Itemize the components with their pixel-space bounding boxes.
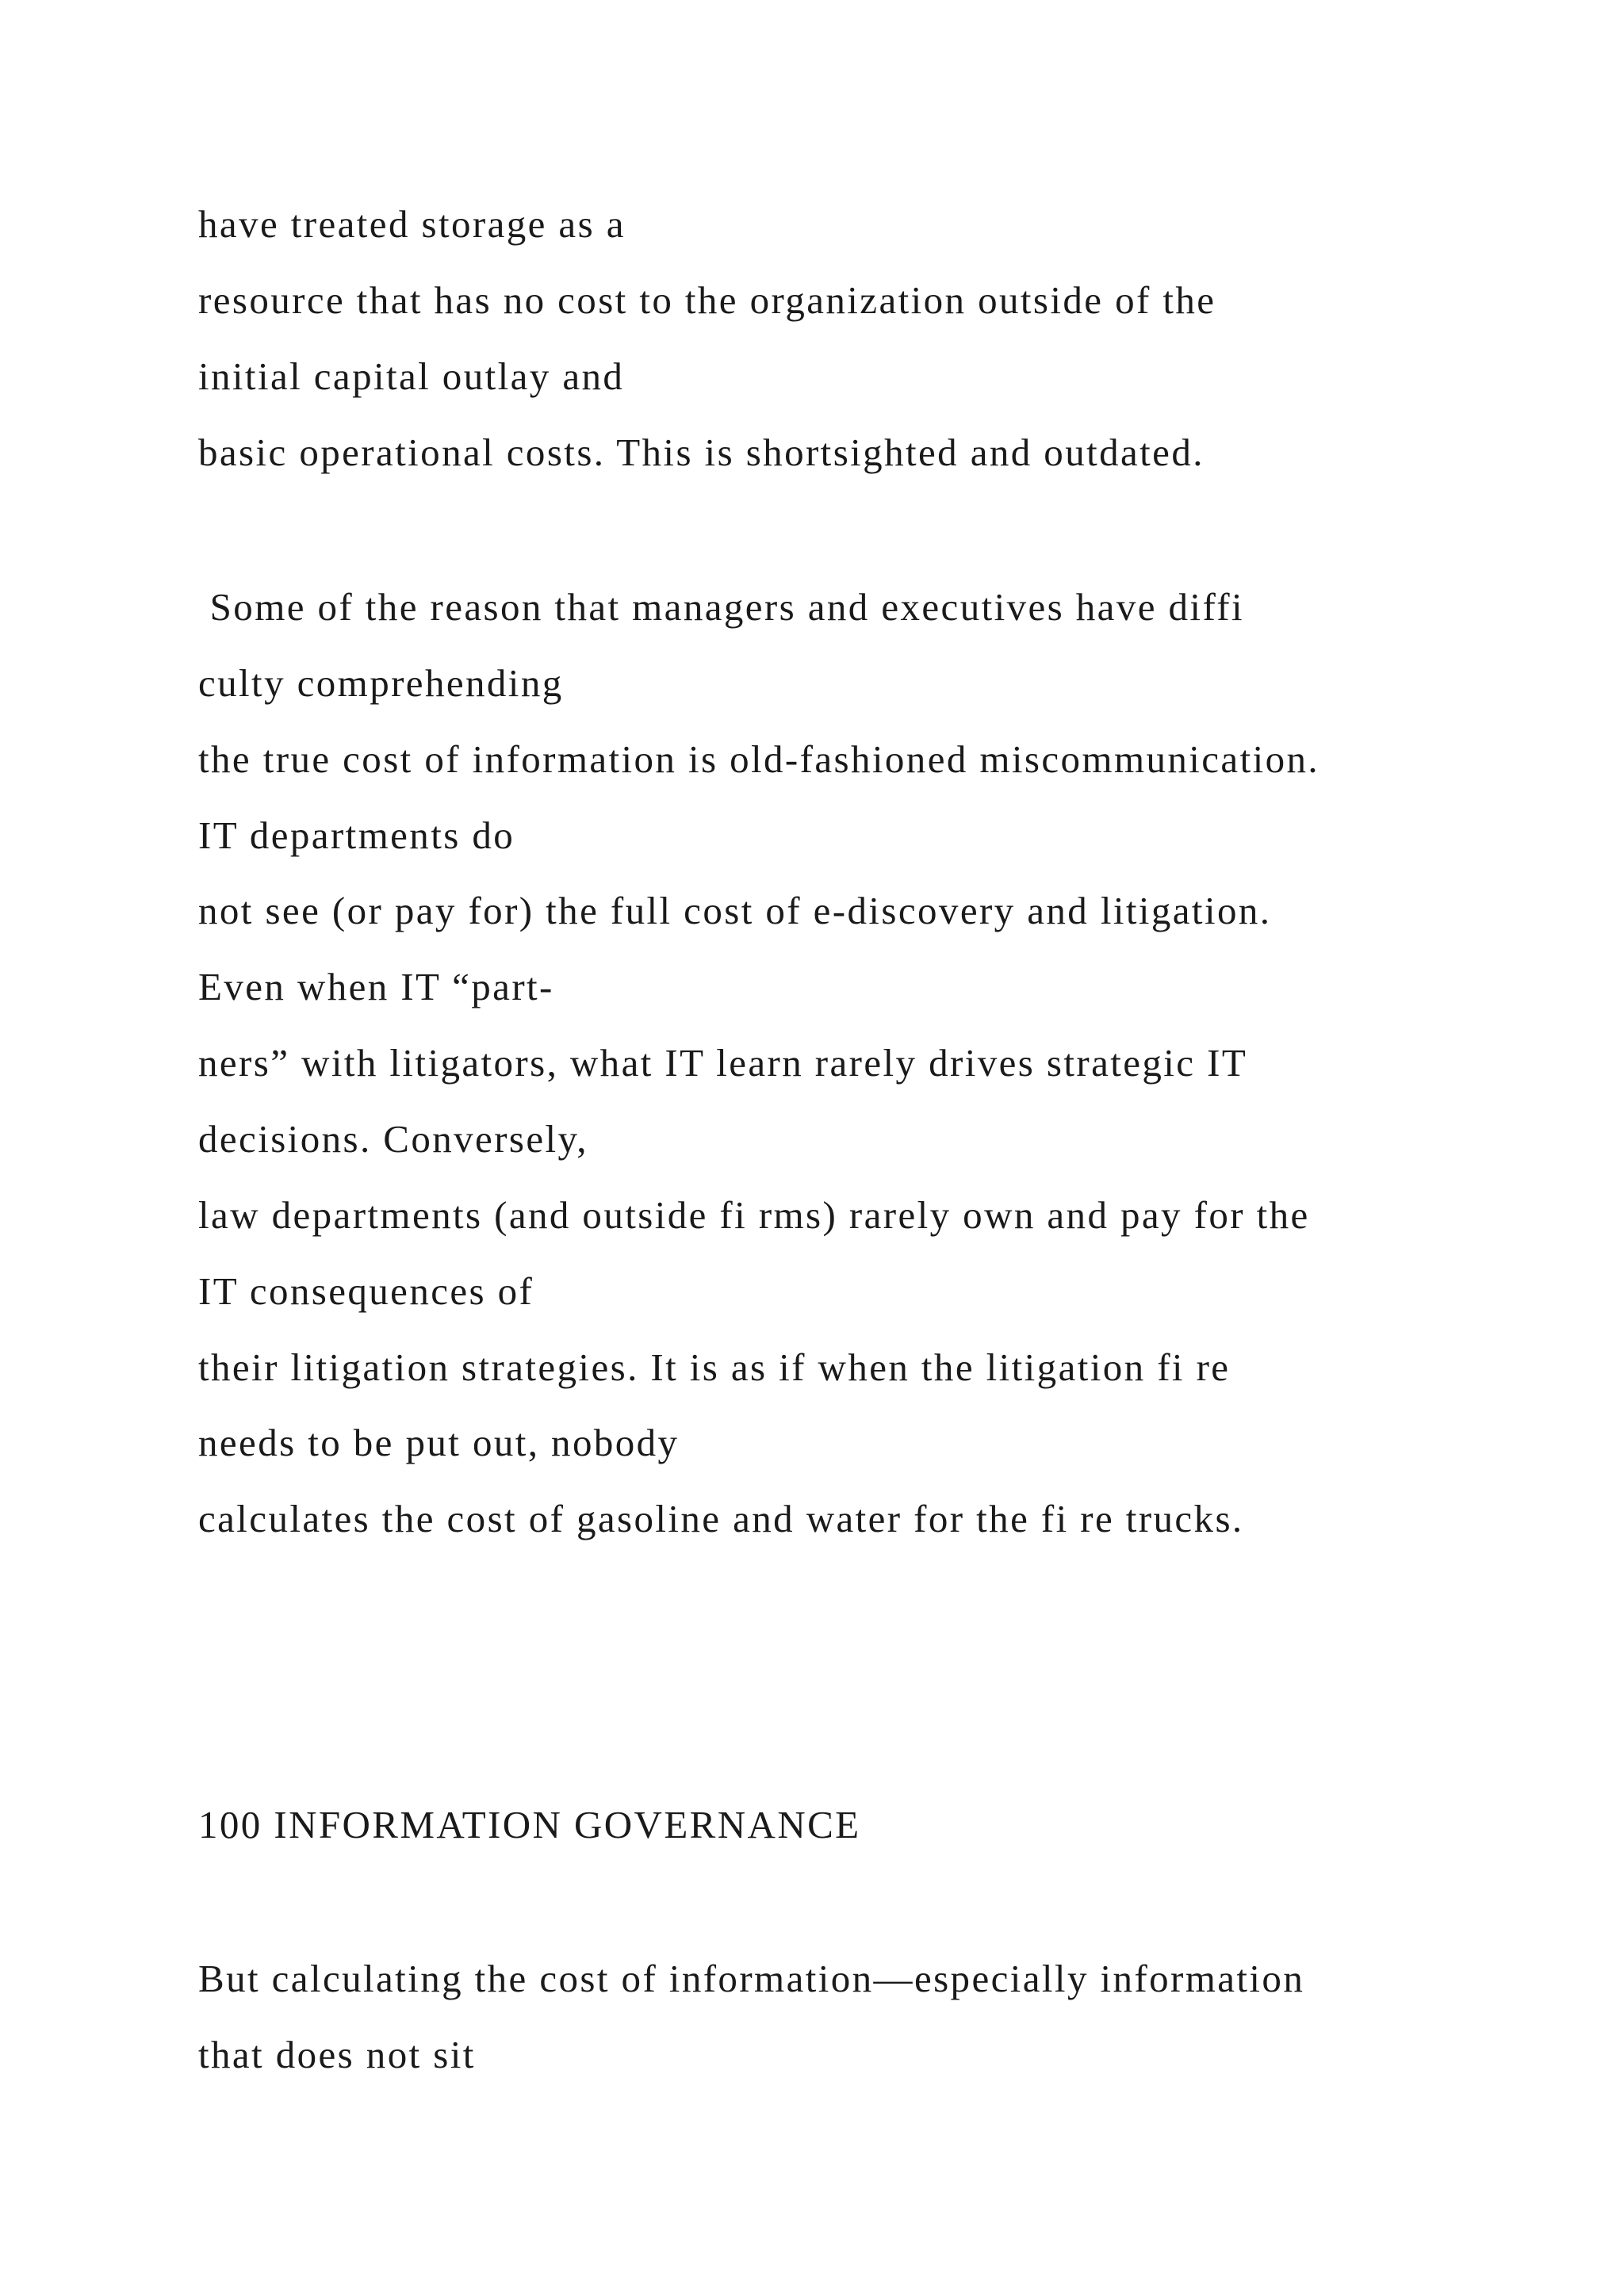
- text-line: needs to be put out, nobody: [198, 1421, 680, 1464]
- text-line: have treated storage as a: [198, 202, 626, 246]
- text-line: calculates the cost of gasoline and water for the fi re trucks.: [198, 1497, 1244, 1540]
- text-line: resource that has no cost to the organization outside of the: [198, 278, 1216, 322]
- text-line: Even when IT “part-: [198, 965, 554, 1008]
- text-line: their litigation strategies. It is as if when the litigation fi re: [198, 1345, 1231, 1389]
- text-line: law departments (and outside fi rms) rarely own and pay for the: [198, 1193, 1310, 1237]
- text-line: initial capital outlay and: [198, 354, 625, 398]
- text-line: IT departments do: [198, 813, 515, 857]
- text-line: that does not sit: [198, 2033, 476, 2076]
- text-line: culty comprehending: [198, 661, 564, 705]
- text-line: Some of the reason that managers and executives have diffi: [198, 585, 1245, 629]
- text-line: But calculating the cost of information—especially information: [198, 1957, 1305, 2000]
- text-line: not see (or pay for) the full cost of e-discovery and litigation.: [198, 889, 1272, 932]
- running-header: 100 INFORMATION GOVERNANCE: [198, 1803, 861, 1846]
- text-line: IT consequences of: [198, 1269, 534, 1313]
- text-line: basic operational costs. This is shortsighted and outdated.: [198, 430, 1205, 474]
- text-line: the true cost of information is old-fashioned miscommunication.: [198, 737, 1320, 781]
- text-line: decisions. Conversely,: [198, 1117, 588, 1161]
- text-line: ners” with litigators, what IT learn rarely drives strategic IT: [198, 1041, 1248, 1085]
